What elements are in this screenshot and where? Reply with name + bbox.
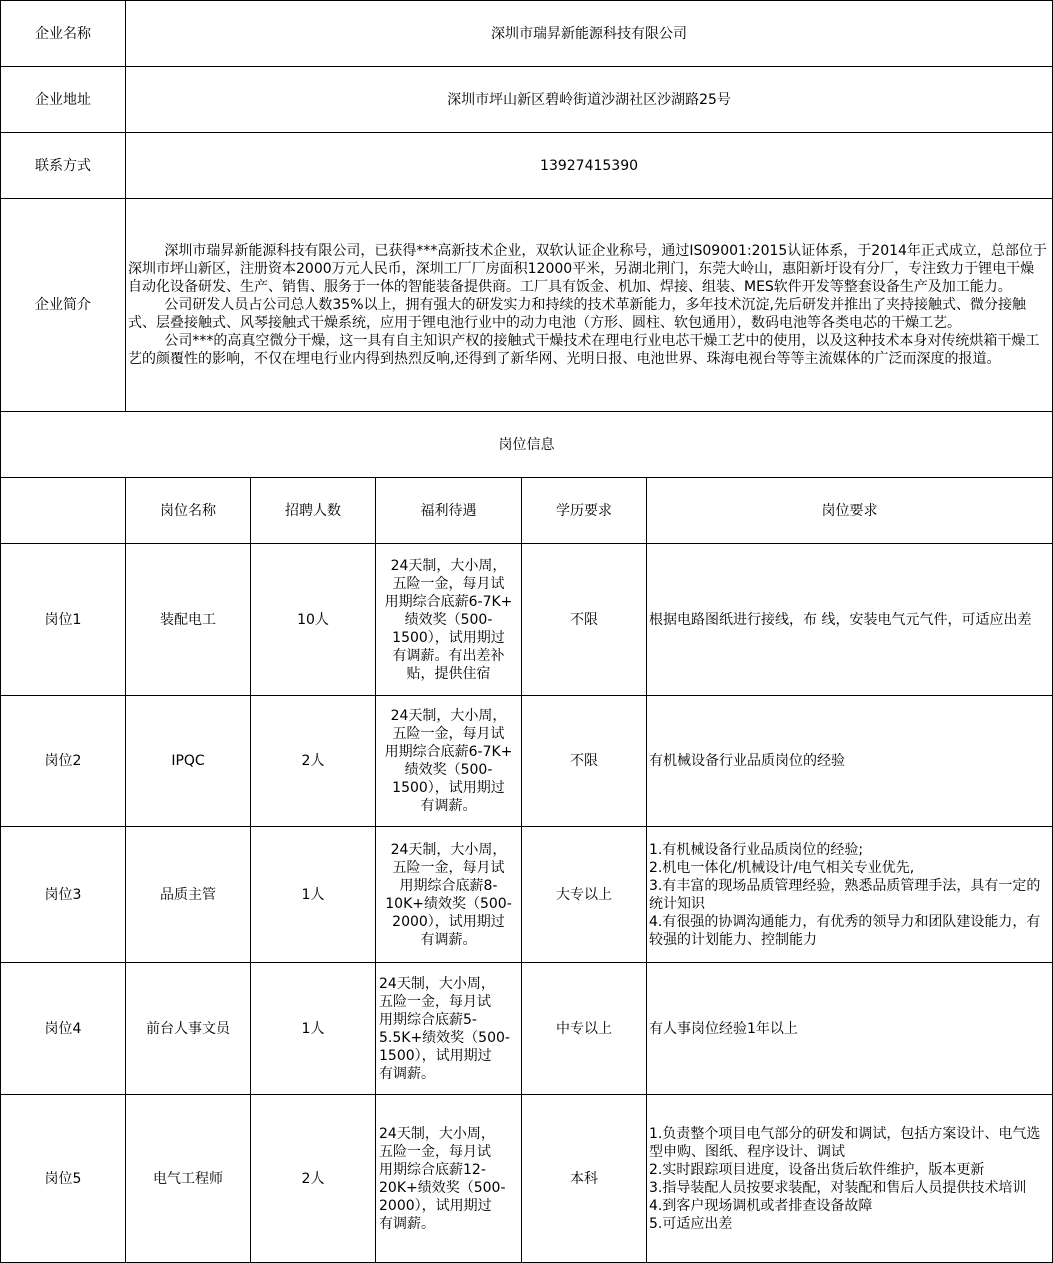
benefit-line: 1500），试用期过 [392, 629, 505, 646]
job-education: 本科 [522, 1095, 647, 1263]
company-name-label: 企业名称 [1, 1, 126, 67]
company-contact-row [1, 133, 1053, 199]
company-intro-value [126, 199, 1053, 412]
job-count: 1人 [251, 963, 376, 1095]
benefit-line: 用期综合底薪12- [379, 1161, 486, 1178]
job-benefits [376, 696, 522, 827]
jobs-section-title: 岗位信息 [1, 412, 1053, 478]
job-requirements [647, 544, 1053, 696]
benefit-line: 5.5K+绩效奖（500- [379, 1029, 510, 1046]
company-address-value: 深圳市坪山新区碧岭街道沙湖社区沙湖路25号 [126, 67, 1053, 133]
benefit-line: 用期综合底薪8- [399, 877, 498, 894]
requirement-line: 4.到客户现场调机或者排查设备故障 [649, 1197, 873, 1214]
company-contact-value: 13927415390 [126, 133, 1053, 199]
job-row [1, 544, 1053, 696]
company-name-row [1, 1, 1053, 67]
job-label: 岗位3 [1, 827, 126, 963]
benefit-line: 用期综合底薪6-7K+ [384, 744, 513, 760]
benefit-line: 有调薪。 [379, 1215, 435, 1232]
job-education: 大专以上 [522, 827, 647, 963]
job-row [1, 963, 1053, 1095]
benefit-line: 20K+绩效奖（500- [379, 1179, 506, 1196]
header-count: 招聘人数 [251, 478, 376, 544]
benefit-line: 24天制，大小周， [390, 708, 507, 724]
benefit-line: 有调薪。有出差补 [392, 647, 505, 664]
benefit-line: 24天制，大小周， [390, 841, 507, 858]
job-row [1, 827, 1053, 963]
header-blank [1, 478, 126, 544]
job-benefits [376, 544, 522, 696]
benefit-line: 贴，提供住宿 [406, 665, 491, 682]
job-requirements [647, 696, 1053, 827]
intro-paragraph: 公司***的高真空微分干燥，这一具有自主知识产权的接触式干燥技术在理电行业电芯干燥工艺中的使用，以及这种技术本身对传统烘箱干燥工艺的颜覆性的影响，不仅在埋电行业内得到热烈反响,还得到了新华网、光明日报、电池世界、珠海电视台等等主流媒体的广泛而深度的报道。 [128, 333, 1040, 367]
benefit-line: 24天制，大小周， [379, 1125, 495, 1142]
job-education: 不限 [522, 544, 647, 696]
job-row [1, 696, 1053, 827]
job-count: 1人 [251, 827, 376, 963]
benefit-line: 绩效奖（500- [404, 762, 493, 778]
intro-paragraph: 公司研发人员占公司总人数35%以上，拥有强大的研发实力和持续的技术革新能力，多年技术沉淀,先后研发并推出了夹持接触式、微分接触式、层叠接触式、风琴接触式干燥系统，应用于锂电池行业中的动力电池（方形、圆柱、软包通用），数码电池等各类电芯的干燥工艺。 [128, 297, 1026, 331]
job-requirements [647, 827, 1053, 963]
company-intro-row [1, 199, 1053, 412]
header-job-name: 岗位名称 [126, 478, 251, 544]
requirement-line: 1.有机械设备行业品质岗位的经验; [649, 841, 864, 858]
benefit-line: 2000），试用期过 [392, 913, 505, 930]
benefit-line: 五险一金，每月试 [379, 1143, 491, 1160]
benefit-line: 有调薪。 [420, 931, 477, 948]
job-name: 电气工程师 [126, 1095, 251, 1263]
company-contact-label: 联系方式 [1, 133, 126, 199]
company-intro-label: 企业简介 [1, 199, 126, 412]
requirement-line: 5.可适应出差 [649, 1215, 733, 1232]
benefit-line: 24天制，大小周， [390, 557, 507, 574]
job-name: IPQC [126, 696, 251, 827]
job-requirements [647, 963, 1053, 1095]
job-benefits [376, 1095, 522, 1263]
job-count: 10人 [251, 544, 376, 696]
benefit-line: 五险一金，每月试 [392, 859, 505, 876]
job-name: 装配电工 [126, 544, 251, 696]
benefit-line: 1500），试用期过 [379, 1047, 492, 1064]
job-name: 前台人事文员 [126, 963, 251, 1095]
job-requirements [647, 1095, 1053, 1263]
job-row [1, 1095, 1053, 1263]
job-rows [1, 544, 1053, 1263]
benefit-line: 绩效奖（500- [404, 611, 493, 628]
header-requirements: 岗位要求 [647, 478, 1053, 544]
job-label: 岗位1 [1, 544, 126, 696]
job-label: 岗位2 [1, 696, 126, 827]
requirement-line: 有机械设备行业品质岗位的经验 [649, 753, 845, 769]
job-benefits [376, 827, 522, 963]
job-education: 不限 [522, 696, 647, 827]
benefit-line: 有调薪。 [420, 798, 477, 814]
benefit-line: 五险一金，每月试 [392, 726, 505, 742]
benefit-line: 2000），试用期过 [379, 1197, 492, 1214]
requirement-line: 3.有丰富的现场品质管理经验，熟悉品质管理手法，具有一定的统计知识 [649, 877, 1041, 912]
job-benefits [376, 963, 522, 1095]
requirement-line: 2.机电一体化/机械设计/电气相关专业优先, [649, 859, 915, 876]
benefit-line: 10K+绩效奖（500- [385, 895, 512, 912]
benefit-line: 1500），试用期过 [392, 780, 505, 796]
job-count: 2人 [251, 1095, 376, 1263]
requirement-line: 有人事岗位经验1年以上 [649, 1020, 798, 1037]
job-label: 岗位4 [1, 963, 126, 1095]
benefit-line: 用期综合底薪6-7K+ [384, 593, 513, 610]
requirement-line: 4.有很强的协调沟通能力，有优秀的领导力和团队建设能力，有较强的计划能力、控制能力 [649, 913, 1041, 948]
company-name-value: 深圳市瑞昇新能源科技有限公司 [126, 1, 1053, 67]
job-label: 岗位5 [1, 1095, 126, 1263]
requirement-line: 3.指导装配人员按要求装配，对装配和售后人员提供技术培训 [649, 1179, 1027, 1196]
requirement-line: 2.实时跟踪项目进度，设备出货后软件维护，版本更新 [649, 1161, 985, 1178]
jobs-section-title-row [1, 412, 1053, 478]
benefit-line: 有调薪。 [379, 1065, 435, 1082]
benefit-line: 24天制，大小周， [379, 975, 495, 992]
benefit-line: 五险一金，每月试 [379, 993, 491, 1010]
header-education: 学历要求 [522, 478, 647, 544]
job-name: 品质主管 [126, 827, 251, 963]
company-address-row [1, 67, 1053, 133]
requirement-line: 1.负责整个项目电气部分的研发和调试，包括方案设计、电气选型申购、图纸、程序设计、调试 [649, 1125, 1041, 1160]
job-count: 2人 [251, 696, 376, 827]
job-education: 中专以上 [522, 963, 647, 1095]
benefit-line: 五险一金，每月试 [392, 575, 505, 592]
jobs-header-row [1, 478, 1053, 544]
intro-paragraph: 深圳市瑞昇新能源科技有限公司，已获得***高新技术企业，双软认证企业称号，通过IS09001:2015认证体系，于2014年正式成立，总部位于深圳市坪山新区，注册资本2000万元人民币，深圳工厂厂房面积12000平米，另湖北荆门，东莞大岭山，惠阳新圩设有分厂，专注致力于锂电干燥自动化设备研发、生产、销售、服务于一体的智能装备提供商。工厂具有饭金、机加、焊接、组装、MES软件开发等整套设备生产及加工能力。 [128, 243, 1047, 295]
benefit-line: 用期综合底薪5- [379, 1011, 477, 1028]
header-benefits: 福利待遇 [376, 478, 522, 544]
requirement-line: 根据电路图纸进行接线，布 线，安装电气元气件，可适应出差 [649, 611, 1032, 628]
company-address-label: 企业地址 [1, 67, 126, 133]
